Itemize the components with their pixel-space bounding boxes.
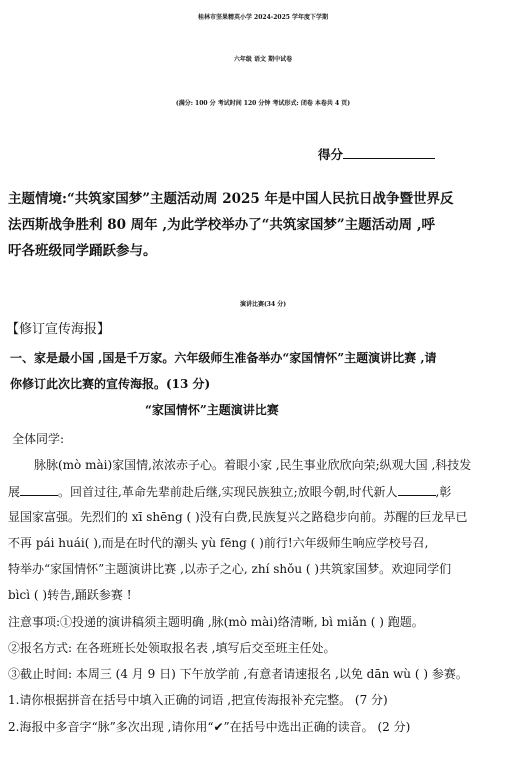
poster-title: “家国情怀”主题演讲比赛: [145, 403, 279, 417]
poster-paragraph-line-3: 显国家富强。先烈们的 xī shēng ( )没有白费,民族复兴之路稳步向前。苏醒的巨龙早已: [8, 510, 468, 524]
school-title: 桂林市坚果精英小学 2024-2025 学年度下学期: [197, 14, 329, 21]
score-label: 得分: [318, 147, 344, 162]
poster-paragraph-line-2: [8, 483, 451, 500]
theme-line-3: 吁各班级同学踊跃参与。: [8, 243, 157, 259]
poster-text-segment: 。回首过往,革命先辈前赴后继,实现民族独立;放眼今朝,时代新人: [58, 485, 398, 499]
poster-paragraph-line-4: 不再 pái huái( ),而是在时代的潮头 yù fēng ( )前行!六年级师生响应学校号召,: [8, 536, 429, 550]
poster-note-3: ③截止时间: 本周三 (4 月 9 日) 下午放学前 ,有意者请速报名 ,以免 dān wù ( ) 参赛。: [8, 667, 468, 681]
poster-paragraph-line-1: 脉脉(mò mài)家国情,浓浓赤子心。着眼小家 ,民生事业欣欣向荣;纵观大国 ,科技发: [34, 458, 472, 472]
theme-line-1: 主题情境:“共筑家国梦”主题活动周 2025 年是中国人民抗日战争暨世界反: [8, 191, 454, 207]
poster-greeting: 全体同学:: [12, 432, 65, 446]
question-1-prompt-line-1: 一、家是最小国 ,国是千万家。六年级师生准备举办“家国情怀”主题演讲比赛 ,请: [10, 351, 437, 365]
poster-note-2: ②报名方式: 在各班班长处领取报名表 ,填写后交至班主任处。: [8, 641, 336, 655]
exam-info: (满分: 100 分 考试时间 120 分钟 考试形式: 闭卷 本卷共 4 页): [175, 100, 351, 107]
poster-text-segment: ,彰: [435, 485, 452, 499]
fill-blank-1[interactable]: [20, 483, 58, 496]
sub-question-1: 1.请你根据拼音在括号中填入正确的词语 ,把宣传海报补充完整。 (7 分): [8, 693, 388, 707]
sub-question-2: 2.海报中多音字“脉”多次出现 ,请你用“✔”在括号中选出正确的读音。 (2 分): [8, 720, 411, 734]
score-field: [318, 146, 435, 163]
poster-text-segment: 展: [8, 485, 21, 499]
score-blank[interactable]: [343, 146, 435, 159]
fill-blank-2[interactable]: [398, 483, 436, 496]
question-1-prompt-line-2: 你修订此次比赛的宣传海报。(13 分): [10, 377, 211, 391]
poster-note-1: 注意事项:①投递的演讲稿须主题明确 ,脉(mò mài)络清晰, bì miǎn ( ) 跑题。: [8, 615, 424, 629]
section-subheading: 【修订宣传海报】: [6, 322, 111, 337]
theme-line-2: 法西斯战争胜利 80 周年 ,为此学校举办了“共筑家国梦”主题活动周 ,呼: [8, 217, 436, 233]
poster-paragraph-line-6: bìcì ( )转告,踊跃参赛 !: [8, 588, 132, 602]
poster-paragraph-line-5: 特举办“家国情怀”主题演讲比赛 ,以赤子之心, zhí shǒu ( )共筑家国梦。欢迎同学们: [8, 562, 452, 576]
exam-title: 六年级 语文 期中试卷: [233, 56, 293, 63]
section-title: 演讲比赛(34 分): [239, 301, 287, 308]
